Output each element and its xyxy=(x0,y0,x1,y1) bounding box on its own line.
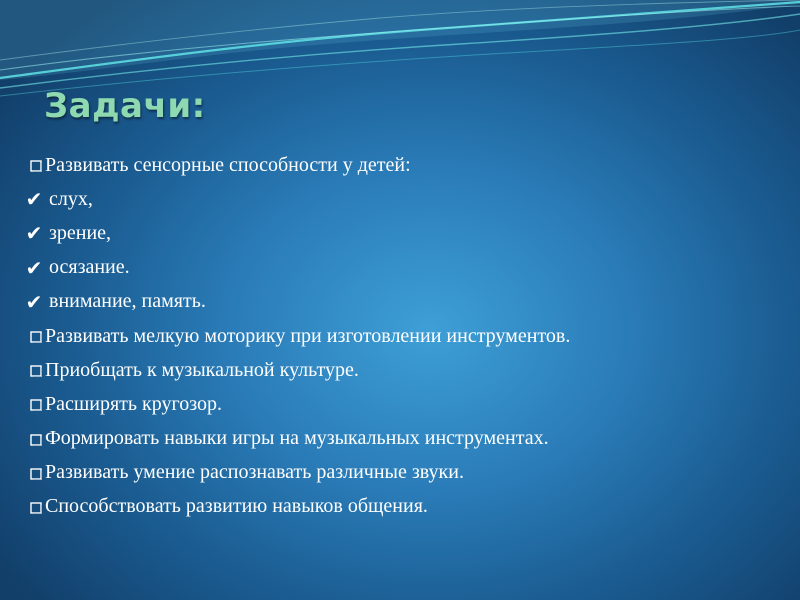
list-item xyxy=(18,148,788,182)
list-item xyxy=(18,422,788,456)
list-item-text: слух, xyxy=(49,187,93,210)
list-item xyxy=(18,251,788,285)
checkmark-bullet-icon: ✔ xyxy=(25,255,43,280)
list-item xyxy=(18,456,788,490)
hollow-square-bullet-icon xyxy=(30,468,42,480)
list-item-text: Расширять кругозор. xyxy=(45,392,222,415)
slide-title: Задачи: xyxy=(44,86,206,126)
checkmark-bullet-icon: ✔ xyxy=(25,187,43,212)
list-item-text: Развивать сенсорные способности у детей: xyxy=(45,153,411,176)
list-item xyxy=(18,319,788,353)
list-item xyxy=(18,387,788,421)
checkmark-bullet-icon: ✔ xyxy=(25,221,43,246)
hollow-square-bullet-icon xyxy=(30,365,42,377)
task-list xyxy=(18,148,788,524)
hollow-square-bullet-icon xyxy=(30,160,42,172)
list-item-text: Способствовать развитию навыков общения. xyxy=(45,495,428,518)
list-item-text: Развивать мелкую моторику при изготовлении инструментов. xyxy=(45,324,571,347)
hollow-square-bullet-icon xyxy=(30,399,42,411)
list-item-text: осязание. xyxy=(49,256,130,279)
hollow-square-bullet-icon xyxy=(30,434,42,446)
list-item xyxy=(18,285,788,319)
list-item-text: Формировать навыки игры на музыкальных инструментах. xyxy=(45,427,549,450)
checkmark-bullet-icon: ✔ xyxy=(25,289,43,314)
list-item xyxy=(18,490,788,524)
hollow-square-bullet-icon xyxy=(30,502,42,514)
list-item xyxy=(18,353,788,387)
list-item-text: зрение, xyxy=(49,221,112,244)
list-item-text: Развивать умение распознавать различные звуки. xyxy=(45,461,464,484)
hollow-square-bullet-icon xyxy=(30,331,42,343)
list-item-text: Приобщать к музыкальной культуре. xyxy=(45,358,359,381)
list-item xyxy=(18,182,788,216)
list-item xyxy=(18,216,788,250)
list-item-text: внимание, память. xyxy=(49,290,206,313)
